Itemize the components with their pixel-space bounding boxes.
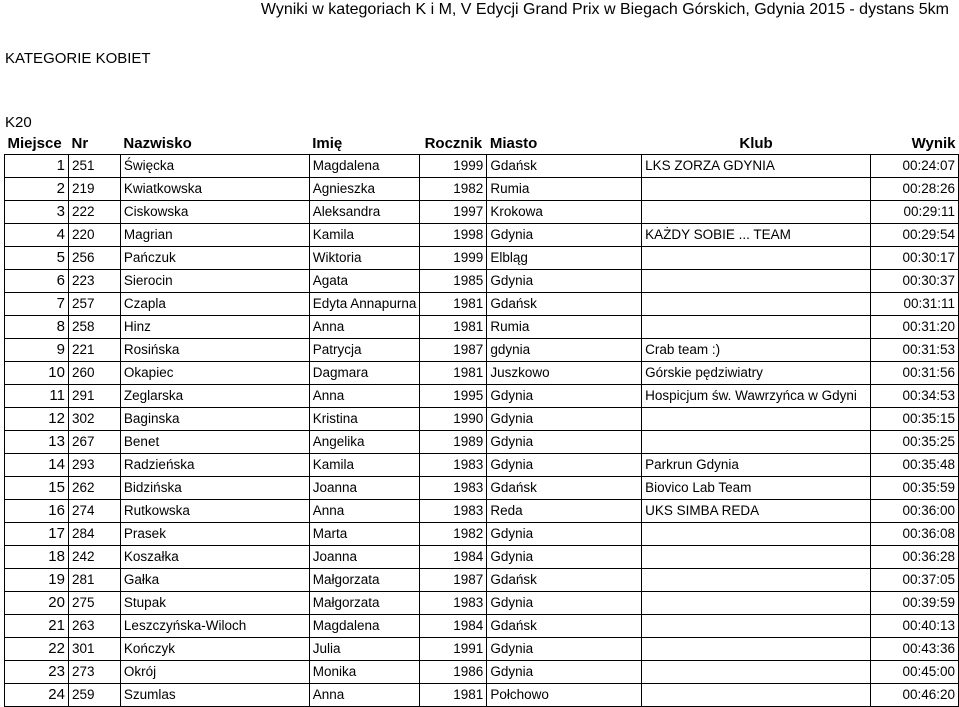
result-cell: 00:43:36 [871, 638, 959, 661]
number-cell: 223 [68, 270, 120, 293]
number-cell: 242 [68, 546, 120, 569]
number-cell: 260 [68, 362, 120, 385]
club-cell [642, 408, 871, 431]
table-row [5, 247, 959, 270]
table-row [5, 454, 959, 477]
birth-year-cell: 1981 [420, 316, 487, 339]
result-cell: 00:35:25 [871, 431, 959, 454]
birth-year-cell: 1983 [420, 500, 487, 523]
result-cell: 00:24:07 [871, 155, 959, 178]
birth-year-cell: 1981 [420, 684, 487, 707]
club-cell: Crab team :) [642, 339, 871, 362]
surname-cell: Święcka [120, 155, 309, 178]
surname-cell: Zeglarska [120, 385, 309, 408]
place-cell: 21 [5, 615, 69, 638]
number-cell: 258 [68, 316, 120, 339]
club-cell [642, 247, 871, 270]
table-row [5, 638, 959, 661]
city-cell: Gdynia [487, 638, 642, 661]
first-name-cell: Agnieszka [309, 178, 420, 201]
club-cell [642, 293, 871, 316]
birth-year-cell: 1982 [420, 178, 487, 201]
club-cell [642, 178, 871, 201]
club-cell [642, 316, 871, 339]
section-heading: KATEGORIE KOBIET [5, 50, 151, 67]
header-result: Wynik [871, 133, 959, 155]
place-cell: 2 [5, 178, 69, 201]
table-row [5, 408, 959, 431]
result-cell: 00:36:00 [871, 500, 959, 523]
club-cell: Parkrun Gdynia [642, 454, 871, 477]
birth-year-cell: 1989 [420, 431, 487, 454]
table-row [5, 477, 959, 500]
city-cell: Gdynia [487, 523, 642, 546]
place-cell: 16 [5, 500, 69, 523]
header-club: Klub [642, 133, 871, 155]
city-cell: Elbląg [487, 247, 642, 270]
club-cell: UKS SIMBA REDA [642, 500, 871, 523]
number-cell: 301 [68, 638, 120, 661]
surname-cell: Magrian [120, 224, 309, 247]
first-name-cell: Dagmara [309, 362, 420, 385]
surname-cell: Kończyk [120, 638, 309, 661]
surname-cell: Prasek [120, 523, 309, 546]
first-name-cell: Anna [309, 500, 420, 523]
place-cell: 18 [5, 546, 69, 569]
place-cell: 24 [5, 684, 69, 707]
result-cell: 00:28:26 [871, 178, 959, 201]
birth-year-cell: 1985 [420, 270, 487, 293]
city-cell: Połchowo [487, 684, 642, 707]
place-cell: 3 [5, 201, 69, 224]
birth-year-cell: 1984 [420, 546, 487, 569]
table-row [5, 224, 959, 247]
first-name-cell: Patrycja [309, 339, 420, 362]
document-title: Wyniki w kategoriach K i M, V Edycji Grand Prix w Biegach Górskich, Gdynia 2015 - dystans 5km [260, 1, 949, 18]
number-cell: 256 [68, 247, 120, 270]
place-cell: 7 [5, 293, 69, 316]
birth-year-cell: 1981 [420, 293, 487, 316]
table-row [5, 523, 959, 546]
birth-year-cell: 1983 [420, 477, 487, 500]
club-cell [642, 684, 871, 707]
first-name-cell: Anna [309, 316, 420, 339]
club-cell [642, 431, 871, 454]
club-cell: Hospicjum św. Wawrzyńca w Gdyni [642, 385, 871, 408]
table-row [5, 155, 959, 178]
table-row [5, 500, 959, 523]
city-cell: Gdynia [487, 385, 642, 408]
city-cell: Gdańsk [487, 293, 642, 316]
surname-cell: Kwiatkowska [120, 178, 309, 201]
result-cell: 00:36:28 [871, 546, 959, 569]
table-row [5, 178, 959, 201]
birth-year-cell: 1983 [420, 454, 487, 477]
place-cell: 11 [5, 385, 69, 408]
result-cell: 00:45:00 [871, 661, 959, 684]
first-name-cell: Aleksandra [309, 201, 420, 224]
number-cell: 259 [68, 684, 120, 707]
surname-cell: Rosińska [120, 339, 309, 362]
table-row [5, 339, 959, 362]
first-name-cell: Edyta Annapurna [309, 293, 420, 316]
birth-year-cell: 1986 [420, 661, 487, 684]
club-cell: Górskie pędziwiatry [642, 362, 871, 385]
results-table [4, 133, 959, 707]
city-cell: Gdańsk [487, 155, 642, 178]
club-cell: KAŻDY SOBIE ... TEAM [642, 224, 871, 247]
city-cell: Gdynia [487, 408, 642, 431]
city-cell: Reda [487, 500, 642, 523]
surname-cell: Czapla [120, 293, 309, 316]
birth-year-cell: 1981 [420, 362, 487, 385]
first-name-cell: Angelika [309, 431, 420, 454]
surname-cell: Koszałka [120, 546, 309, 569]
surname-cell: Hinz [120, 316, 309, 339]
first-name-cell: Julia [309, 638, 420, 661]
number-cell: 274 [68, 500, 120, 523]
birth-year-cell: 1987 [420, 569, 487, 592]
table-row [5, 684, 959, 707]
table-row [5, 270, 959, 293]
header-city: Miasto [487, 133, 642, 155]
surname-cell: Gałka [120, 569, 309, 592]
surname-cell: Okapiec [120, 362, 309, 385]
table-row [5, 293, 959, 316]
surname-cell: Leszczyńska-Wiloch [120, 615, 309, 638]
birth-year-cell: 1995 [420, 385, 487, 408]
place-cell: 20 [5, 592, 69, 615]
result-cell: 00:46:20 [871, 684, 959, 707]
first-name-cell: Kamila [309, 454, 420, 477]
city-cell: Gdynia [487, 224, 642, 247]
result-cell: 00:30:37 [871, 270, 959, 293]
header-number: Nr [68, 133, 120, 155]
birth-year-cell: 1999 [420, 155, 487, 178]
number-cell: 273 [68, 661, 120, 684]
club-cell [642, 592, 871, 615]
club-cell [642, 615, 871, 638]
number-cell: 275 [68, 592, 120, 615]
number-cell: 257 [68, 293, 120, 316]
table-row [5, 362, 959, 385]
surname-cell: Radzieńska [120, 454, 309, 477]
place-cell: 1 [5, 155, 69, 178]
birth-year-cell: 1991 [420, 638, 487, 661]
first-name-cell: Wiktoria [309, 247, 420, 270]
surname-cell: Rutkowska [120, 500, 309, 523]
first-name-cell: Marta [309, 523, 420, 546]
birth-year-cell: 1997 [420, 201, 487, 224]
city-cell: Gdynia [487, 546, 642, 569]
table-row [5, 201, 959, 224]
club-cell [642, 546, 871, 569]
place-cell: 8 [5, 316, 69, 339]
number-cell: 291 [68, 385, 120, 408]
table-row [5, 615, 959, 638]
city-cell: Gdynia [487, 454, 642, 477]
first-name-cell: Magdalena [309, 155, 420, 178]
header-surname: Nazwisko [120, 133, 309, 155]
table-row [5, 661, 959, 684]
result-cell: 00:30:17 [871, 247, 959, 270]
result-cell: 00:31:53 [871, 339, 959, 362]
number-cell: 263 [68, 615, 120, 638]
result-cell: 00:36:08 [871, 523, 959, 546]
first-name-cell: Kamila [309, 224, 420, 247]
surname-cell: Ciskowska [120, 201, 309, 224]
place-cell: 10 [5, 362, 69, 385]
place-cell: 19 [5, 569, 69, 592]
result-cell: 00:31:56 [871, 362, 959, 385]
number-cell: 219 [68, 178, 120, 201]
city-cell: Gdańsk [487, 615, 642, 638]
first-name-cell: Anna [309, 385, 420, 408]
result-cell: 00:35:48 [871, 454, 959, 477]
birth-year-cell: 1982 [420, 523, 487, 546]
number-cell: 281 [68, 569, 120, 592]
result-cell: 00:29:54 [871, 224, 959, 247]
category-label: K20 [5, 114, 32, 131]
table-row [5, 569, 959, 592]
place-cell: 6 [5, 270, 69, 293]
result-cell: 00:39:59 [871, 592, 959, 615]
birth-year-cell: 1990 [420, 408, 487, 431]
city-cell: Gdynia [487, 270, 642, 293]
city-cell: Gdańsk [487, 477, 642, 500]
table-row [5, 592, 959, 615]
number-cell: 267 [68, 431, 120, 454]
first-name-cell: Monika [309, 661, 420, 684]
city-cell: Gdynia [487, 592, 642, 615]
club-cell [642, 638, 871, 661]
first-name-cell: Anna [309, 684, 420, 707]
birth-year-cell: 1998 [420, 224, 487, 247]
header-place: Miejsce [5, 133, 69, 155]
header-birth-year: Rocznik [420, 133, 487, 155]
city-cell: Gdańsk [487, 569, 642, 592]
club-cell: Biovico Lab Team [642, 477, 871, 500]
city-cell: gdynia [487, 339, 642, 362]
number-cell: 262 [68, 477, 120, 500]
number-cell: 222 [68, 201, 120, 224]
number-cell: 221 [68, 339, 120, 362]
city-cell: Gdynia [487, 431, 642, 454]
city-cell: Krokowa [487, 201, 642, 224]
table-row [5, 316, 959, 339]
place-cell: 15 [5, 477, 69, 500]
result-cell: 00:40:13 [871, 615, 959, 638]
first-name-cell: Małgorzata [309, 569, 420, 592]
place-cell: 4 [5, 224, 69, 247]
place-cell: 14 [5, 454, 69, 477]
number-cell: 302 [68, 408, 120, 431]
place-cell: 23 [5, 661, 69, 684]
first-name-cell: Agata [309, 270, 420, 293]
first-name-cell: Joanna [309, 477, 420, 500]
surname-cell: Szumlas [120, 684, 309, 707]
surname-cell: Baginska [120, 408, 309, 431]
place-cell: 22 [5, 638, 69, 661]
result-cell: 00:37:05 [871, 569, 959, 592]
club-cell: LKS ZORZA GDYNIA [642, 155, 871, 178]
result-cell: 00:35:15 [871, 408, 959, 431]
surname-cell: Sierocin [120, 270, 309, 293]
first-name-cell: Małgorzata [309, 592, 420, 615]
birth-year-cell: 1987 [420, 339, 487, 362]
result-cell: 00:31:20 [871, 316, 959, 339]
city-cell: Rumia [487, 316, 642, 339]
place-cell: 13 [5, 431, 69, 454]
header-first-name: Imię [309, 133, 420, 155]
birth-year-cell: 1999 [420, 247, 487, 270]
first-name-cell: Kristina [309, 408, 420, 431]
city-cell: Rumia [487, 178, 642, 201]
place-cell: 12 [5, 408, 69, 431]
birth-year-cell: 1983 [420, 592, 487, 615]
first-name-cell: Magdalena [309, 615, 420, 638]
place-cell: 17 [5, 523, 69, 546]
place-cell: 5 [5, 247, 69, 270]
number-cell: 284 [68, 523, 120, 546]
club-cell [642, 523, 871, 546]
result-cell: 00:29:11 [871, 201, 959, 224]
city-cell: Gdynia [487, 661, 642, 684]
header-row [5, 133, 959, 155]
birth-year-cell: 1984 [420, 615, 487, 638]
surname-cell: Stupak [120, 592, 309, 615]
city-cell: Juszkowo [487, 362, 642, 385]
result-cell: 00:34:53 [871, 385, 959, 408]
club-cell [642, 661, 871, 684]
place-cell: 9 [5, 339, 69, 362]
club-cell [642, 270, 871, 293]
surname-cell: Pańczuk [120, 247, 309, 270]
table-row [5, 546, 959, 569]
surname-cell: Benet [120, 431, 309, 454]
club-cell [642, 569, 871, 592]
table-row [5, 385, 959, 408]
club-cell [642, 201, 871, 224]
result-cell: 00:35:59 [871, 477, 959, 500]
table-row [5, 431, 959, 454]
first-name-cell: Joanna [309, 546, 420, 569]
surname-cell: Bidzińska [120, 477, 309, 500]
surname-cell: Okrój [120, 661, 309, 684]
number-cell: 293 [68, 454, 120, 477]
number-cell: 251 [68, 155, 120, 178]
number-cell: 220 [68, 224, 120, 247]
result-cell: 00:31:11 [871, 293, 959, 316]
